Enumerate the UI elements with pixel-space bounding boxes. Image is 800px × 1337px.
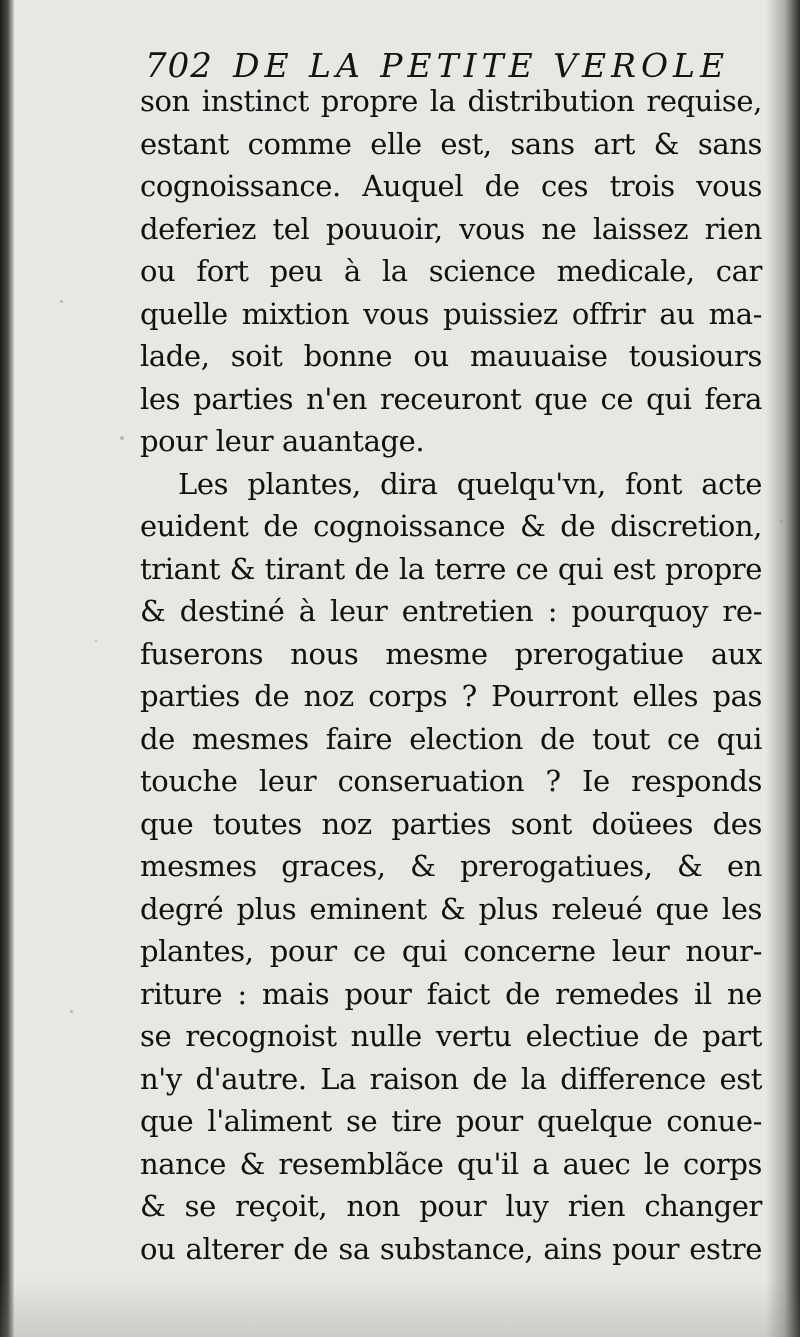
text-line: que l'aliment se tire pour quelque conue-: [140, 1104, 762, 1138]
text-line: cognoissance. Auquel de ces trois vous: [140, 169, 762, 203]
text-line: triant & tirant de la terre ce qui est propre: [140, 551, 762, 586]
page-body-text: [140, 80, 762, 1270]
text-line: euident de cognoissance & de discretion,: [140, 509, 762, 543]
text-line: deferiez tel pouuoir, vous ne laissez rien: [140, 211, 762, 246]
text-line: n'y d'autre. La raison de la difference est: [140, 1061, 762, 1096]
text-line: son instinct propre la distribution requise,: [140, 84, 762, 118]
text-line: les parties n'en receuront que ce qui fera: [140, 381, 762, 416]
text-line: ou alterer de sa substance, ains pour estre: [140, 1231, 762, 1266]
text-line: touche leur conseruation ? Ie responds: [140, 764, 762, 798]
text-line: parties de noz corps ? Pourront elles pas: [140, 679, 762, 713]
text-line: fuserons nous mesme prerogatiue aux: [140, 636, 762, 671]
running-head: DE LA PETITE VEROLE: [233, 46, 730, 85]
text-line: degré plus eminent & plus releué que les: [140, 891, 762, 926]
binding-shadow: [0, 0, 14, 1337]
text-line-paragraph-start: Les plantes, dira quelqu'vn, font acte: [178, 466, 762, 501]
paper-speck: [120, 436, 124, 440]
text-line: riture : mais pour faict de remedes il ne: [140, 976, 762, 1011]
text-line: lade, soit bonne ou mauuaise tousiours: [140, 339, 762, 373]
paper-speck: [780, 520, 783, 523]
text-line-paragraph-end: pour leur auantage.: [140, 424, 425, 458]
text-line: mesmes graces, & prerogatiues, & en: [140, 849, 762, 883]
paper-speck: [70, 1010, 73, 1013]
text-line: & se reçoit, non pour luy rien changer: [140, 1189, 762, 1223]
text-line: de mesmes faire election de tout ce qui: [140, 721, 762, 756]
page-edge-shadow: [766, 0, 800, 1337]
text-line: estant comme elle est, sans art & sans: [140, 126, 762, 161]
text-line: ou fort peu à la science medicale, car: [140, 254, 762, 288]
page-number: 702: [145, 46, 213, 86]
bottom-shade: [0, 1277, 800, 1337]
text-line: nance & resemblãce qu'il a auec le corps: [140, 1146, 762, 1181]
text-line: & destiné à leur entretien : pourquoy re-: [140, 594, 762, 628]
text-line: quelle mixtion vous puissiez offrir au ma-: [140, 296, 762, 331]
paper-speck: [60, 300, 63, 303]
text-line: que toutes noz parties sont doüees des: [140, 806, 762, 841]
text-line: se recognoist nulle vertu electiue de part: [140, 1019, 762, 1053]
text-line: plantes, pour ce qui concerne leur nour-: [140, 934, 762, 968]
paper-speck: [95, 640, 97, 642]
